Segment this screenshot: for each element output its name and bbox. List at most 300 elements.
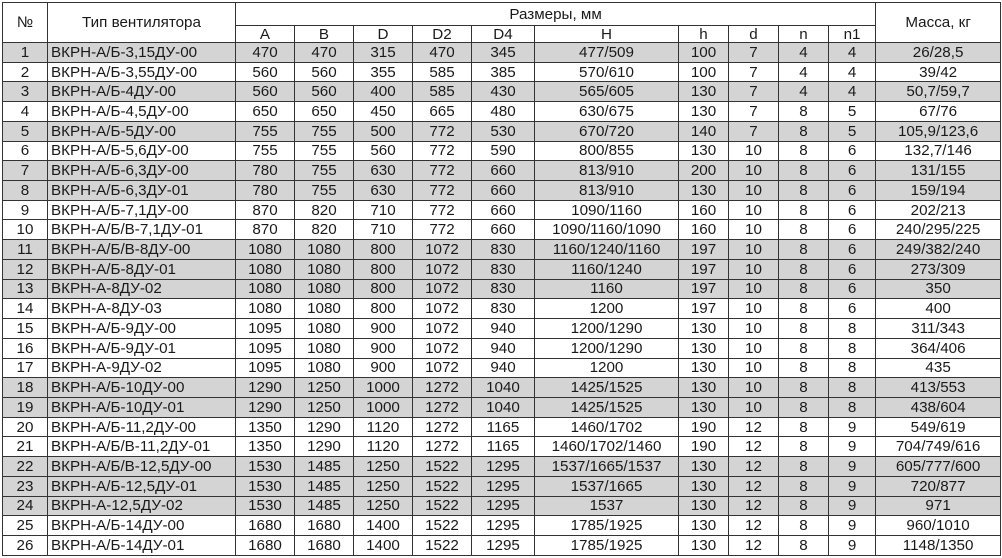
table-cell: 1272: [413, 378, 472, 398]
table-cell: 1160/1240/1160: [535, 240, 679, 260]
table-cell: 1200: [535, 299, 679, 319]
table-cell: 10: [729, 338, 779, 358]
table-cell: 1090/1160/1090: [535, 220, 679, 240]
table-cell: 12: [729, 496, 779, 516]
table-cell: 830: [472, 240, 535, 260]
fan-type: ВКРН-А/Б-14ДУ-01: [48, 535, 236, 555]
table-cell: 1272: [413, 417, 472, 437]
table-cell: 870: [236, 200, 295, 220]
table-cell: 560: [295, 62, 354, 82]
table-cell: 830: [472, 279, 535, 299]
header-col-d2: D2: [413, 26, 472, 43]
table-cell: 660: [472, 161, 535, 181]
fan-type: ВКРН-А/Б-4ДУ-00: [48, 82, 236, 102]
table-cell: 8: [779, 240, 829, 260]
fan-type: ВКРН-А/Б-9ДУ-00: [48, 319, 236, 339]
table-cell: 704/749/616: [876, 437, 1001, 457]
table-row: [3, 181, 1001, 201]
table-cell: 549/619: [876, 417, 1001, 437]
table-cell: 800: [354, 279, 413, 299]
table-cell: 4: [829, 43, 876, 63]
table-cell: 8: [829, 397, 876, 417]
table-cell: 665: [413, 102, 472, 122]
table-cell: 720/877: [876, 476, 1001, 496]
table-cell: 565/605: [535, 82, 679, 102]
table-cell: 1072: [413, 240, 472, 260]
table-cell: 430: [472, 82, 535, 102]
table-cell: 1080: [295, 279, 354, 299]
table-cell: 772: [413, 181, 472, 201]
fan-type: ВКРН-А/Б-3,15ДУ-00: [48, 43, 236, 63]
table-cell: 630/675: [535, 102, 679, 122]
table-cell: 9: [829, 437, 876, 457]
table-cell: 1425/1525: [535, 397, 679, 417]
header-sizes: Размеры, мм: [236, 3, 876, 26]
table-cell: 971: [876, 496, 1001, 516]
row-number: 10: [3, 220, 48, 240]
table-cell: 130: [679, 102, 729, 122]
table-cell: 1522: [413, 496, 472, 516]
table-cell: 590: [472, 141, 535, 161]
table-cell: 8: [779, 200, 829, 220]
table-cell: 10: [729, 240, 779, 260]
table-cell: 1785/1925: [535, 535, 679, 555]
table-cell: 400: [354, 82, 413, 102]
table-cell: 1522: [413, 516, 472, 536]
header-col-n1: n1: [829, 26, 876, 43]
table-cell: 400: [876, 299, 1001, 319]
row-number: 15: [3, 319, 48, 339]
fan-type: ВКРН-А-12,5ДУ-02: [48, 496, 236, 516]
fan-type: ВКРН-А/Б-3,55ДУ-00: [48, 62, 236, 82]
table-cell: 480: [472, 102, 535, 122]
table-cell: 1400: [354, 516, 413, 536]
fan-type: ВКРН-А/Б-9ДУ-01: [48, 338, 236, 358]
table-cell: 630: [354, 161, 413, 181]
table-cell: 560: [236, 62, 295, 82]
table-cell: 772: [413, 141, 472, 161]
row-number: 19: [3, 397, 48, 417]
table-cell: 8: [779, 181, 829, 201]
table-cell: 345: [472, 43, 535, 63]
header-col-d: d: [729, 26, 779, 43]
table-cell: 470: [413, 43, 472, 63]
table-cell: 1272: [413, 437, 472, 457]
table-cell: 820: [295, 220, 354, 240]
table-cell: 650: [295, 102, 354, 122]
table-cell: 10: [729, 397, 779, 417]
table-cell: 132,7/146: [876, 141, 1001, 161]
table-cell: 8: [779, 535, 829, 555]
table-cell: 6: [829, 181, 876, 201]
fan-type: ВКРН-А-8ДУ-03: [48, 299, 236, 319]
table-cell: 605/777/600: [876, 457, 1001, 477]
table-cell: 1530: [236, 476, 295, 496]
table-cell: 160: [679, 200, 729, 220]
header-col-d4: D4: [472, 26, 535, 43]
table-cell: 1400: [354, 535, 413, 555]
table-cell: 6: [829, 220, 876, 240]
table-cell: 1095: [236, 338, 295, 358]
table-cell: 1250: [295, 397, 354, 417]
table-cell: 6: [829, 141, 876, 161]
header-col-n: n: [779, 26, 829, 43]
fan-type: ВКРН-А/Б-7,1ДУ-00: [48, 200, 236, 220]
row-number: 16: [3, 338, 48, 358]
table-cell: 1160/1240: [535, 259, 679, 279]
table-cell: 9: [829, 535, 876, 555]
table-cell: 160: [679, 220, 729, 240]
table-cell: 560: [354, 141, 413, 161]
table-cell: 1080: [295, 299, 354, 319]
table-cell: 870: [236, 220, 295, 240]
table-cell: 800: [354, 240, 413, 260]
table-cell: 9: [829, 417, 876, 437]
table-row: [3, 200, 1001, 220]
table-cell: 4: [829, 62, 876, 82]
table-row: [3, 121, 1001, 141]
table-cell: 6: [829, 299, 876, 319]
table-cell: 1072: [413, 319, 472, 339]
fan-type: ВКРН-А/Б/В-11,2ДУ-01: [48, 437, 236, 457]
table-cell: 477/509: [535, 43, 679, 63]
header-col-d: D: [354, 26, 413, 43]
table-cell: 710: [354, 220, 413, 240]
table-cell: 1040: [472, 378, 535, 398]
fan-type: ВКРН-А/Б-6,3ДУ-00: [48, 161, 236, 181]
table-row: [3, 220, 1001, 240]
table-cell: 355: [354, 62, 413, 82]
table-cell: 1000: [354, 397, 413, 417]
table-cell: 1160: [535, 279, 679, 299]
table-cell: 8: [779, 496, 829, 516]
table-cell: 1200: [535, 358, 679, 378]
row-number: 13: [3, 279, 48, 299]
table-cell: 1000: [354, 378, 413, 398]
table-cell: 130: [679, 476, 729, 496]
table-cell: 10: [729, 358, 779, 378]
table-cell: 900: [354, 319, 413, 339]
fan-type: ВКРН-А/Б-12,5ДУ-01: [48, 476, 236, 496]
table-cell: 1295: [472, 496, 535, 516]
table-cell: 4: [779, 62, 829, 82]
fan-type: ВКРН-А/Б-14ДУ-00: [48, 516, 236, 536]
table-cell: 1250: [354, 496, 413, 516]
table-cell: 755: [295, 161, 354, 181]
table-cell: 130: [679, 496, 729, 516]
table-cell: 311/343: [876, 319, 1001, 339]
row-number: 4: [3, 102, 48, 122]
table-cell: 7: [729, 43, 779, 63]
table-cell: 130: [679, 535, 729, 555]
table-cell: 12: [729, 437, 779, 457]
table-cell: 530: [472, 121, 535, 141]
header-col-b: B: [295, 26, 354, 43]
table-cell: 800: [354, 299, 413, 319]
table-cell: 1485: [295, 496, 354, 516]
header-mass: Масса, кг: [876, 3, 1001, 43]
table-cell: 130: [679, 358, 729, 378]
table-cell: 470: [295, 43, 354, 63]
table-cell: 202/213: [876, 200, 1001, 220]
table-cell: 1250: [354, 457, 413, 477]
table-cell: 1295: [472, 476, 535, 496]
table-cell: 1250: [295, 378, 354, 398]
table-cell: 8: [779, 417, 829, 437]
table-cell: 8: [779, 319, 829, 339]
table-row: [3, 457, 1001, 477]
row-number: 20: [3, 417, 48, 437]
table-row: [3, 279, 1001, 299]
fan-type: ВКРН-А/Б-5ДУ-00: [48, 121, 236, 141]
table-cell: 315: [354, 43, 413, 63]
table-cell: 772: [413, 220, 472, 240]
table-cell: 813/910: [535, 181, 679, 201]
table-cell: 100: [679, 62, 729, 82]
table-cell: 1290: [236, 378, 295, 398]
table-cell: 100: [679, 43, 729, 63]
row-number: 5: [3, 121, 48, 141]
table-cell: 900: [354, 338, 413, 358]
table-row: [3, 259, 1001, 279]
header-col-h: h: [679, 26, 729, 43]
table-cell: 940: [472, 319, 535, 339]
table-cell: 1680: [236, 535, 295, 555]
table-cell: 1680: [295, 535, 354, 555]
table-cell: 9: [829, 476, 876, 496]
table-cell: 12: [729, 457, 779, 477]
table-cell: 1080: [295, 338, 354, 358]
table-row: [3, 299, 1001, 319]
table-cell: 6: [829, 279, 876, 299]
table-cell: 1485: [295, 457, 354, 477]
table-cell: 9: [829, 516, 876, 536]
table-cell: 1537/1665: [535, 476, 679, 496]
table-cell: 1200/1290: [535, 319, 679, 339]
table-cell: 8: [779, 220, 829, 240]
table-cell: 8: [779, 161, 829, 181]
table-cell: 364/406: [876, 338, 1001, 358]
header-col-h: H: [535, 26, 679, 43]
table-cell: 8: [779, 279, 829, 299]
table-cell: 470: [236, 43, 295, 63]
table-cell: 1250: [354, 476, 413, 496]
table-cell: 1165: [472, 437, 535, 457]
table-cell: 755: [236, 121, 295, 141]
table-cell: 1080: [236, 299, 295, 319]
table-cell: 813/910: [535, 161, 679, 181]
row-number: 18: [3, 378, 48, 398]
table-cell: 6: [829, 161, 876, 181]
header-col-a: A: [236, 26, 295, 43]
table-cell: 710: [354, 200, 413, 220]
table-cell: 10: [729, 299, 779, 319]
table-cell: 130: [679, 378, 729, 398]
table-cell: 830: [472, 299, 535, 319]
table-row: [3, 417, 1001, 437]
fan-type: ВКРН-А/Б/В-8ДУ-00: [48, 240, 236, 260]
table-cell: 450: [354, 102, 413, 122]
table-cell: 8: [829, 378, 876, 398]
table-cell: 660: [472, 200, 535, 220]
table-cell: 130: [679, 457, 729, 477]
table-cell: 1080: [295, 358, 354, 378]
row-number: 9: [3, 200, 48, 220]
table-cell: 26/28,5: [876, 43, 1001, 63]
table-cell: 197: [679, 279, 729, 299]
table-cell: 50,7/59,7: [876, 82, 1001, 102]
table-cell: 8: [779, 299, 829, 319]
table-cell: 12: [729, 535, 779, 555]
table-cell: 570/610: [535, 62, 679, 82]
header-num: №: [3, 3, 48, 43]
table-cell: 8: [829, 319, 876, 339]
table-cell: 660: [472, 181, 535, 201]
table-row: [3, 476, 1001, 496]
table-cell: 1425/1525: [535, 378, 679, 398]
row-number: 26: [3, 535, 48, 555]
table-cell: 1120: [354, 437, 413, 457]
table-cell: 6: [829, 240, 876, 260]
row-number: 1: [3, 43, 48, 63]
table-cell: 1272: [413, 397, 472, 417]
table-cell: 130: [679, 338, 729, 358]
table-cell: 585: [413, 62, 472, 82]
table-cell: 630: [354, 181, 413, 201]
fan-type: ВКРН-А/Б-6,3ДУ-01: [48, 181, 236, 201]
table-cell: 1530: [236, 496, 295, 516]
table-cell: 1072: [413, 279, 472, 299]
table-row: [3, 378, 1001, 398]
table-row: [3, 535, 1001, 555]
table-cell: 8: [779, 338, 829, 358]
table-cell: 1080: [236, 279, 295, 299]
table-cell: 1090/1160: [535, 200, 679, 220]
table-cell: 8: [779, 397, 829, 417]
table-cell: 8: [779, 516, 829, 536]
table-cell: 130: [679, 82, 729, 102]
table-cell: 1537/1665/1537: [535, 457, 679, 477]
table-cell: 1680: [295, 516, 354, 536]
table-cell: 755: [236, 141, 295, 161]
row-number: 22: [3, 457, 48, 477]
row-number: 8: [3, 181, 48, 201]
table-row: [3, 338, 1001, 358]
table-cell: 7: [729, 121, 779, 141]
fan-type: ВКРН-А/Б-4,5ДУ-00: [48, 102, 236, 122]
table-row: [3, 102, 1001, 122]
table-cell: 1460/1702: [535, 417, 679, 437]
fan-type: ВКРН-А/Б-10ДУ-00: [48, 378, 236, 398]
table-cell: 67/76: [876, 102, 1001, 122]
table-cell: 772: [413, 121, 472, 141]
table-cell: 10: [729, 220, 779, 240]
table-cell: 1522: [413, 457, 472, 477]
table-cell: 1200/1290: [535, 338, 679, 358]
table-cell: 1080: [236, 240, 295, 260]
table-cell: 130: [679, 181, 729, 201]
table-cell: 190: [679, 437, 729, 457]
table-cell: 1080: [295, 259, 354, 279]
table-cell: 8: [779, 457, 829, 477]
table-cell: 1148/1350: [876, 535, 1001, 555]
table-cell: 1785/1925: [535, 516, 679, 536]
table-cell: 10: [729, 378, 779, 398]
table-cell: 1537: [535, 496, 679, 516]
table-cell: 7: [729, 82, 779, 102]
table-cell: 960/1010: [876, 516, 1001, 536]
table-cell: 1072: [413, 299, 472, 319]
table-cell: 12: [729, 417, 779, 437]
table-cell: 10: [729, 279, 779, 299]
fan-type: ВКРН-А/Б-8ДУ-01: [48, 259, 236, 279]
table-cell: 273/309: [876, 259, 1001, 279]
table-row: [3, 397, 1001, 417]
table-cell: 1295: [472, 535, 535, 555]
table-cell: 780: [236, 161, 295, 181]
table-cell: 940: [472, 338, 535, 358]
table-cell: 197: [679, 240, 729, 260]
table-cell: 1522: [413, 535, 472, 555]
table-cell: 1072: [413, 358, 472, 378]
table-cell: 8: [779, 102, 829, 122]
header-type: Тип вентилятора: [48, 3, 236, 43]
table-row: [3, 161, 1001, 181]
table-cell: 5: [829, 121, 876, 141]
table-cell: 4: [829, 82, 876, 102]
table-cell: 190: [679, 417, 729, 437]
table-cell: 8: [779, 476, 829, 496]
table-row: [3, 82, 1001, 102]
table-row: [3, 437, 1001, 457]
table-cell: 1295: [472, 516, 535, 536]
table-cell: 1072: [413, 259, 472, 279]
fan-type: ВКРН-А-9ДУ-02: [48, 358, 236, 378]
table-cell: 10: [729, 319, 779, 339]
table-cell: 1522: [413, 476, 472, 496]
table-cell: 39/42: [876, 62, 1001, 82]
table-cell: 9: [829, 496, 876, 516]
table-cell: 772: [413, 200, 472, 220]
table-cell: 560: [236, 82, 295, 102]
row-number: 24: [3, 496, 48, 516]
table-cell: 5: [829, 102, 876, 122]
table-row: [3, 516, 1001, 536]
table-cell: 8: [829, 358, 876, 378]
row-number: 25: [3, 516, 48, 536]
table-cell: 10: [729, 181, 779, 201]
table-cell: 1290: [236, 397, 295, 417]
table-cell: 585: [413, 82, 472, 102]
table-cell: 800/855: [535, 141, 679, 161]
table-cell: 8: [779, 141, 829, 161]
table-cell: 197: [679, 299, 729, 319]
table-cell: 7: [729, 102, 779, 122]
table-row: [3, 358, 1001, 378]
table-row: [3, 240, 1001, 260]
table-cell: 413/553: [876, 378, 1001, 398]
fan-type: ВКРН-А-8ДУ-02: [48, 279, 236, 299]
table-cell: 1485: [295, 476, 354, 496]
table-cell: 10: [729, 200, 779, 220]
table-header: [3, 3, 1001, 43]
fan-dimensions-table: [2, 2, 1001, 556]
table-cell: 130: [679, 141, 729, 161]
table-cell: 1290: [295, 437, 354, 457]
table-cell: 780: [236, 181, 295, 201]
row-number: 2: [3, 62, 48, 82]
table-cell: 438/604: [876, 397, 1001, 417]
